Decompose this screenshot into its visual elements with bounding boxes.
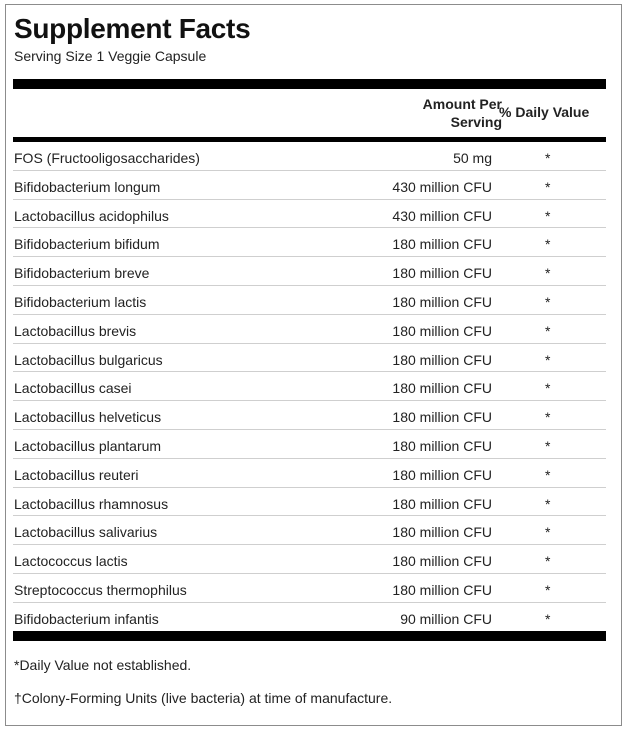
- daily-value-footnote: *Daily Value not established.: [14, 657, 192, 673]
- table-row: [13, 372, 606, 401]
- cfu-footnote: †Colony-Forming Units (live bacteria) at time of manufacture.: [14, 690, 393, 706]
- ingredient-daily-value: *: [545, 495, 551, 512]
- ingredient-amount: 180 million CFU: [392, 409, 492, 426]
- table-row: [13, 401, 606, 430]
- ingredient-amount: 180 million CFU: [392, 236, 492, 253]
- ingredient-daily-value: *: [545, 437, 551, 454]
- ingredient-name: Bifidobacterium bifidum: [14, 236, 160, 253]
- ingredient-name: Bifidobacterium longum: [14, 178, 161, 195]
- table-row: [13, 459, 606, 488]
- table-row: [13, 516, 606, 545]
- ingredient-name: Lactobacillus brevis: [14, 322, 137, 339]
- ingredient-daily-value: *: [545, 409, 551, 426]
- table-row: [13, 344, 606, 373]
- table-row: [13, 488, 606, 517]
- ingredient-amount: 50 mg: [453, 150, 492, 166]
- table-row: [13, 315, 606, 344]
- page-title: Supplement Facts: [14, 13, 251, 44]
- ingredient-amount: 90 million CFU: [400, 610, 492, 627]
- ingredient-amount: 180 million CFU: [392, 265, 492, 282]
- ingredient-daily-value: *: [545, 178, 551, 195]
- ingredient-name: Lactobacillus casei: [14, 380, 132, 397]
- table-row: [13, 603, 606, 632]
- table-row: [13, 200, 606, 229]
- ingredient-amount: 180 million CFU: [392, 380, 492, 397]
- ingredient-daily-value: *: [545, 150, 551, 166]
- table-row: [13, 171, 606, 200]
- ingredient-amount: 180 million CFU: [392, 466, 492, 483]
- top-divider-bar: [13, 79, 606, 89]
- ingredient-name: Bifidobacterium breve: [14, 265, 150, 282]
- ingredient-name: Lactobacillus reuteri: [14, 466, 139, 483]
- table-row: [13, 142, 606, 171]
- table-row: [13, 257, 606, 286]
- ingredient-amount: 180 million CFU: [392, 553, 492, 570]
- ingredient-amount: 180 million CFU: [392, 293, 492, 310]
- ingredient-amount: 180 million CFU: [392, 524, 492, 541]
- ingredient-amount: 180 million CFU: [392, 351, 492, 368]
- table-row: [13, 286, 606, 315]
- ingredient-amount: 430 million CFU: [392, 178, 492, 195]
- ingredient-name: Streptococcus thermophilus: [14, 581, 187, 598]
- ingredient-daily-value: *: [545, 553, 551, 570]
- ingredient-daily-value: *: [545, 322, 551, 339]
- table-row: [13, 430, 606, 459]
- ingredient-amount: 180 million CFU: [392, 322, 492, 339]
- ingredient-name: FOS (Fructooligosaccharides): [14, 150, 200, 166]
- ingredient-name: Lactococcus lactis: [14, 553, 128, 570]
- ingredient-daily-value: *: [545, 380, 551, 397]
- ingredient-table: [13, 142, 606, 632]
- ingredient-daily-value: *: [545, 236, 551, 253]
- ingredient-name: Lactobacillus salivarius: [14, 524, 158, 541]
- table-row: [13, 545, 606, 574]
- ingredient-name: Lactobacillus plantarum: [14, 437, 162, 454]
- ingredient-daily-value: *: [545, 610, 551, 627]
- bottom-divider-bar: [13, 631, 606, 641]
- ingredient-daily-value: *: [545, 207, 551, 224]
- ingredient-amount: 180 million CFU: [392, 495, 492, 512]
- ingredient-name: Lactobacillus acidophilus: [14, 207, 169, 224]
- daily-value-column-header: % Daily Value: [499, 104, 590, 120]
- ingredient-name: Bifidobacterium lactis: [14, 293, 147, 310]
- ingredient-amount: 180 million CFU: [392, 437, 492, 454]
- ingredient-daily-value: *: [545, 524, 551, 541]
- ingredient-name: Lactobacillus rhamnosus: [14, 495, 169, 512]
- amount-column-header: Amount Per Serving: [422, 96, 502, 130]
- ingredient-daily-value: *: [545, 466, 551, 483]
- ingredient-amount: 430 million CFU: [392, 207, 492, 224]
- table-row: [13, 228, 606, 257]
- ingredient-daily-value: *: [545, 351, 551, 368]
- ingredient-daily-value: *: [545, 293, 551, 310]
- ingredient-name: Lactobacillus bulgaricus: [14, 351, 163, 368]
- ingredient-daily-value: *: [545, 265, 551, 282]
- ingredient-name: Bifidobacterium infantis: [14, 610, 159, 627]
- ingredient-amount: 180 million CFU: [392, 581, 492, 598]
- ingredient-name: Lactobacillus helveticus: [14, 409, 162, 426]
- ingredient-daily-value: *: [545, 581, 551, 598]
- serving-size: Serving Size 1 Veggie Capsule: [14, 48, 207, 64]
- table-row: [13, 574, 606, 603]
